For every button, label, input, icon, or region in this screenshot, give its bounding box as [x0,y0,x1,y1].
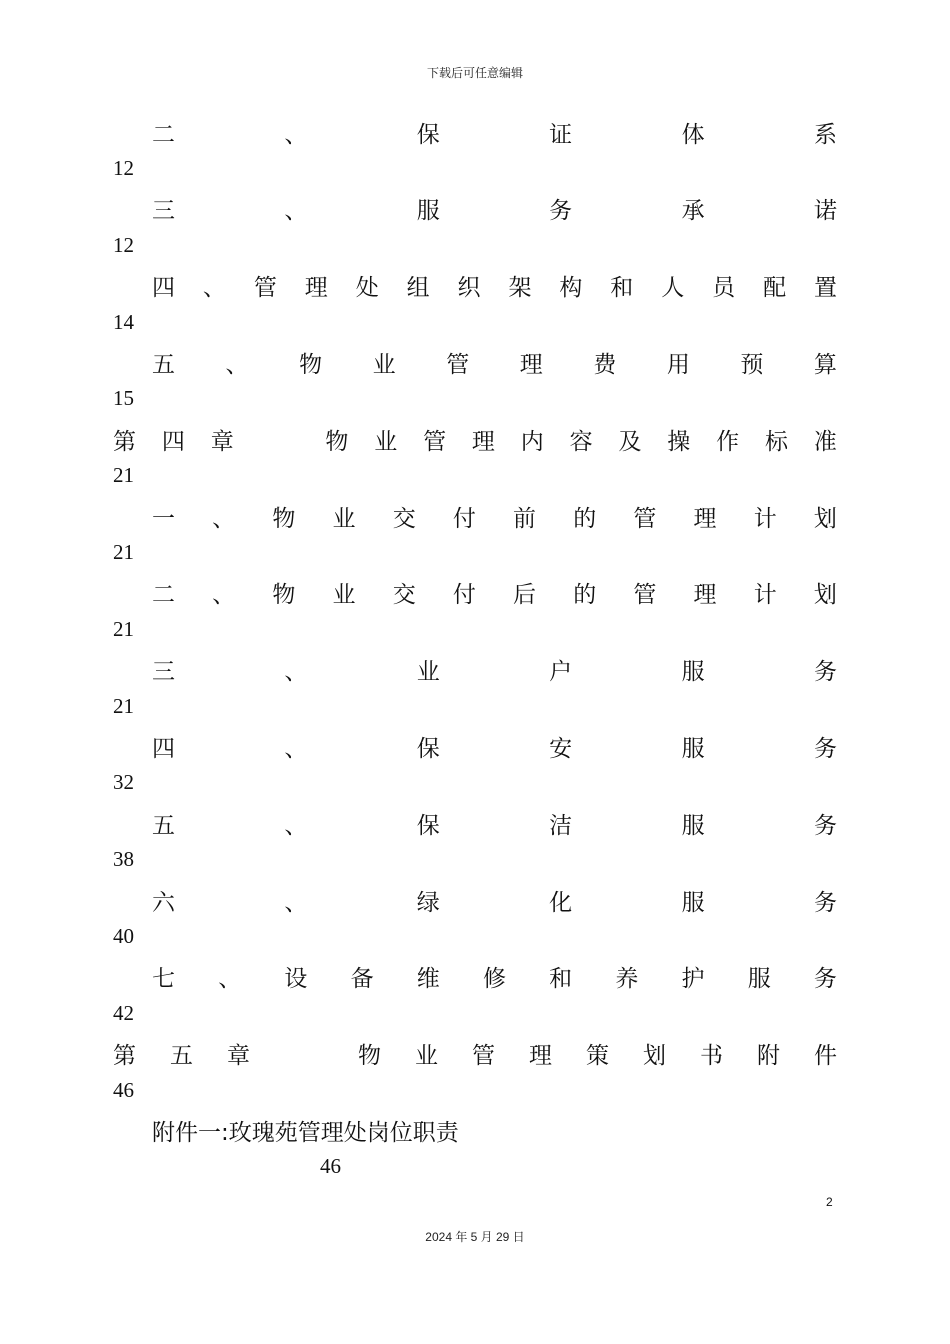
toc-entry-char: 物 [325,428,349,455]
toc-entry-char: 、 [212,582,236,609]
toc-entry-char: 策 [586,1043,609,1070]
toc-entry [152,654,837,686]
toc-entry [152,730,837,762]
toc-entry [152,193,837,225]
toc-entry-char: 织 [457,275,481,302]
toc-entry [113,423,837,455]
toc-entry-char: 务 [813,735,837,762]
toc-entry-char: 三 [152,659,175,686]
page-header: 下载后可任意编辑 [426,66,523,80]
toc-entry-char: 业 [415,1043,438,1070]
toc-entry-char: 户 [549,659,573,686]
toc-entry-char: 计 [753,505,777,532]
toc-entry-char: 二 [152,121,175,148]
toc-entry-char: 管 [633,505,657,532]
toc-page-number: 21 [113,540,134,564]
toc-page-number: 40 [113,924,134,948]
toc-entry-char: 五 [170,1043,193,1070]
toc-entry-annex-one: 附件一:玫瑰苑管理处岗位职责 [152,1120,459,1146]
toc-entry-char: 三 [152,198,175,225]
toc-entry-char: 服 [681,812,705,839]
toc-entry [152,500,837,532]
toc-entry-char: 、 [284,198,308,225]
toc-entry-char: 修 [482,966,506,993]
toc-page-number: 14 [113,309,134,334]
toc-entry-char: 承 [681,198,705,225]
toc-entry-char: 服 [747,966,771,993]
toc-entry-char: 五 [152,812,175,839]
toc-entry-char: 后 [513,582,537,609]
toc-entry-char: 置 [813,275,837,302]
toc-entry-char: 处 [355,275,379,302]
toc-entry-char: 附 [757,1043,780,1070]
toc-entry-char: 和 [610,275,634,302]
toc-entry [152,346,837,378]
toc-entry-char: 、 [225,351,249,378]
toc-entry-char: 一 [152,505,175,532]
toc-entry-char: 物 [272,582,296,609]
toc-entry-char: 服 [416,198,440,225]
toc-page-number: 15 [113,386,134,411]
toc-entry-char: 算 [813,351,837,378]
toc-entry-char: 五 [152,351,175,378]
toc-entry-char: 洁 [549,812,573,839]
toc-entry-char: 章 [227,1043,250,1070]
toc-entry-char: 六 [152,889,175,916]
toc-entry-char: 务 [813,659,837,686]
toc-entry-char: 物 [272,505,296,532]
toc-entry [152,961,837,993]
toc-entry-char: 理 [471,428,495,455]
toc-entry-char: 、 [284,812,308,839]
toc-entry-char: 、 [284,889,308,916]
toc-entry-char: 护 [681,966,705,993]
toc-entry-char: 标 [764,428,788,455]
toc-entry-char: 管 [253,275,277,302]
toc-entry-char: 绿 [416,889,440,916]
toc-entry-char: 业 [332,582,356,609]
toc-entry-char: 诺 [813,198,837,225]
toc-entry-char: 管 [423,428,447,455]
toc-entry-char: 保 [416,735,440,762]
toc-page-number: 38 [113,847,134,872]
toc-entry-char: 付 [452,582,476,609]
toc-page-number: 21 [113,616,134,641]
toc-entry-char: 划 [643,1043,666,1070]
toc-entry-char: 内 [520,428,544,455]
toc-entry-char: 养 [615,966,639,993]
toc-entry-char: 系 [813,121,837,148]
toc-entry-char: 理 [693,505,717,532]
toc-entry-char: 理 [693,582,717,609]
toc-entry-char: 保 [416,121,440,148]
toc-page-number: 12 [113,156,134,180]
toc-entry-char: 证 [549,121,573,148]
toc-entry-char: 计 [753,582,777,609]
toc-entry-char: 服 [681,735,705,762]
toc-entry-char: 划 [813,582,837,609]
toc-entry-char: 服 [681,889,705,916]
toc-entry-char: 七 [152,966,175,993]
toc-entry-char: 务 [813,966,837,993]
toc-entry-char: 务 [549,198,573,225]
toc-entry-char: 前 [513,505,537,532]
toc-entry-char: 物 [358,1043,381,1070]
toc-entry-char: 理 [529,1043,552,1070]
toc-entry-char: 管 [633,582,657,609]
toc-entry [152,270,837,302]
toc-page-number: 12 [113,232,134,257]
toc-entry-char: 、 [212,505,236,532]
toc-entry-char: 备 [350,966,374,993]
toc-entry-char: 预 [740,351,764,378]
toc-entry-char: 交 [392,582,416,609]
toc-entry-char: 、 [284,121,308,148]
toc-entry [152,884,837,916]
toc-entry-char: 付 [452,505,476,532]
toc-entry-char: 设 [284,966,308,993]
toc-entry-char: 管 [472,1043,495,1070]
toc-entry-char: 四 [152,275,175,302]
toc-entry-char: 业 [374,428,398,455]
toc-entry [152,116,837,148]
toc-entry-char: 章 [210,428,234,455]
toc-entry-char: 务 [813,812,837,839]
toc-page-number: 32 [113,770,134,795]
toc-page-number: 46 [320,1154,341,1178]
toc-entry-char: 架 [508,275,532,302]
toc-entry-char: 理 [519,351,543,378]
toc-entry-char: 准 [813,428,837,455]
toc-entry-char: 体 [681,121,705,148]
toc-entry-char: 人 [661,275,685,302]
toc-entry-char: 业 [332,505,356,532]
toc-entry-char: 、 [202,275,226,302]
page-number: 2 [826,1195,833,1209]
footer-date: 2024 年 5 月 29 日 [425,1230,525,1244]
toc-entry-char: 、 [284,659,308,686]
toc-entry-char: 理 [304,275,328,302]
toc-entry-char: 构 [559,275,583,302]
toc-entry-char: 的 [573,505,597,532]
toc-entry-char: 、 [284,735,308,762]
toc-entry-char: 业 [416,659,440,686]
toc-entry-char: 化 [549,889,573,916]
toc-entry-char: 作 [716,428,740,455]
toc-entry-char: 保 [416,812,440,839]
toc-entry-char: 员 [712,275,736,302]
toc-entry [152,577,837,609]
toc-entry-char: 费 [593,351,617,378]
toc-entry-char: 务 [813,889,837,916]
toc-page-number: 46 [113,1077,134,1102]
toc-entry-char: 和 [549,966,573,993]
toc-entry-char: 操 [667,428,691,455]
toc-entry-char: 物 [299,351,323,378]
toc-page-number: 42 [113,1000,134,1025]
toc-entry-char: 安 [549,735,573,762]
toc-page-number: 21 [113,463,134,488]
toc-entry-char: 第 [113,428,136,455]
toc-entry-char: 四 [161,428,185,455]
toc-entry [152,807,837,839]
toc-entry-char: 第 [113,1043,136,1070]
toc-entry-char: 划 [813,505,837,532]
toc-entry-char: 交 [392,505,416,532]
toc-entry-char: 用 [666,351,690,378]
toc-entry-char: 配 [763,275,787,302]
toc-entry-char: 管 [446,351,470,378]
toc-entry-char: 业 [372,351,396,378]
toc-entry-char: 容 [569,428,593,455]
toc-entry-char: 书 [700,1043,723,1070]
toc-entry-char: 、 [218,966,242,993]
toc-entry-char: 的 [573,582,597,609]
toc-entry-char: 件 [814,1043,837,1070]
toc-entry [113,1038,837,1070]
toc-entry-char: 二 [152,582,175,609]
toc-entry-char: 及 [618,428,642,455]
toc-entry-char: 组 [406,275,430,302]
toc-entry-char: 服 [681,659,705,686]
toc-entry-char: 维 [416,966,440,993]
toc-page-number: 21 [113,693,134,718]
toc-entry-char: 四 [152,735,175,762]
